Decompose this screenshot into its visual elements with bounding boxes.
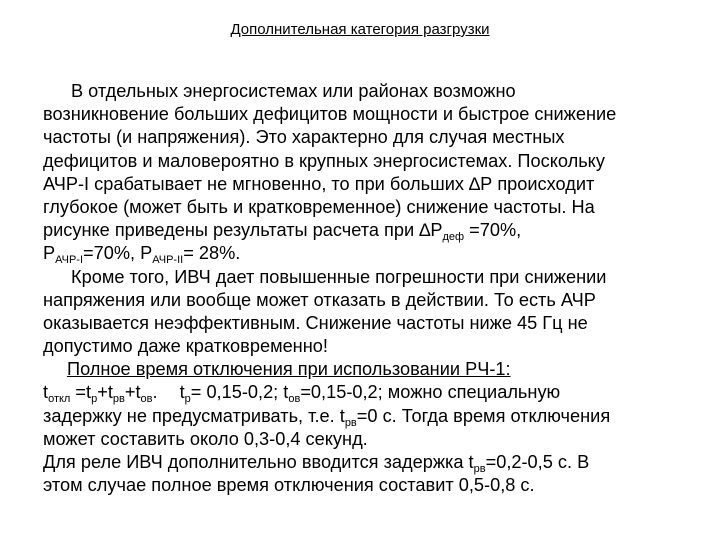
text-span: Кроме того, ИВЧ дает повышенные погрешности при снижении [71, 266, 607, 287]
text-line [43, 126, 708, 149]
text-span: t [43, 382, 49, 403]
text-line [43, 335, 708, 358]
text-line [43, 358, 708, 381]
underlined-heading: Полное время отключения при использовании РЧ-1: [67, 359, 511, 380]
text-span: +t [97, 382, 113, 403]
text-span: дефицитов и маловероятно в крупных энергосистемах. Поскольку [43, 150, 605, 171]
text-span: может составить около 0,3-0,4 секунд. [43, 428, 368, 449]
text-span: оказывается неэффективным. Снижение частоты ниже 45 Гц не [43, 312, 588, 333]
text-span: = 28%. [183, 243, 241, 264]
subscript: АЧР-II [152, 254, 184, 267]
text-span: =0,15-0,2; можно специальную [300, 382, 561, 403]
formula-line [43, 381, 708, 404]
subscript: ов [140, 393, 153, 406]
subscript: р [91, 393, 98, 406]
subscript: деф [442, 231, 465, 244]
subscript: АЧР-I [55, 254, 84, 267]
subscript: р [184, 393, 191, 406]
text-span: задержку не предусматривать, т.е. t [43, 405, 345, 426]
subscript: ов [288, 393, 301, 406]
subscript: рв [473, 463, 486, 475]
text-span: =t [70, 382, 92, 403]
text-span: Р [43, 243, 56, 264]
text-span: этом случае полное время отключения составит 0,5-0,8 с. [43, 475, 535, 496]
text-span: =0,2-0,5 с. В [485, 452, 590, 472]
text-span: . [152, 382, 158, 403]
text-span: напряжения или вообще может отказать в действии. То есть АЧР [43, 289, 596, 310]
text-line [43, 196, 708, 219]
text-span: допустимо даже кратковременно! [43, 336, 328, 357]
text-span: = 0,15-0,2; t [190, 382, 289, 403]
text-span: =70%, [464, 220, 522, 241]
text-span: =70%, Р [83, 243, 153, 264]
text-span: В отдельных энергосистемах или районах возможно [71, 81, 516, 101]
subscript: рв [112, 393, 125, 406]
text-line [43, 428, 708, 451]
text-span: частоты (и напряжения). Это характерно для случая местных [43, 127, 565, 148]
text-line [43, 103, 708, 126]
text-span: глубокое (может быть и кратковременное) снижение частоты. На [43, 196, 595, 217]
text-line [43, 173, 708, 196]
text-line [43, 219, 708, 242]
text-span: =0 с. Тогда время отключения [356, 405, 611, 426]
text-span: АЧР-I срабатывает не мгновенно, то при больших ∆Р происходит [43, 173, 595, 194]
text-span: рисунке приведены результаты расчета при ∆Р [43, 220, 443, 241]
text-line [43, 80, 708, 103]
slide-title: Дополнительная категория разгрузки [230, 21, 490, 38]
text-line [43, 451, 708, 474]
text-line [43, 474, 708, 497]
text-line [43, 405, 708, 428]
subscript: откл [48, 393, 71, 406]
text-line [43, 150, 708, 173]
text-line [43, 242, 708, 265]
text-span: Для реле ИВЧ дополнительно вводится задержка t [43, 452, 474, 472]
text-span: t [179, 382, 185, 403]
text-line [43, 312, 708, 335]
text-line [43, 289, 708, 312]
text-span: +t [124, 382, 141, 403]
body-text [43, 80, 708, 497]
subscript: рв [344, 416, 357, 429]
text-line [43, 266, 708, 289]
text-span: возникновение больших дефицитов мощности и быстрое снижение [43, 104, 617, 125]
